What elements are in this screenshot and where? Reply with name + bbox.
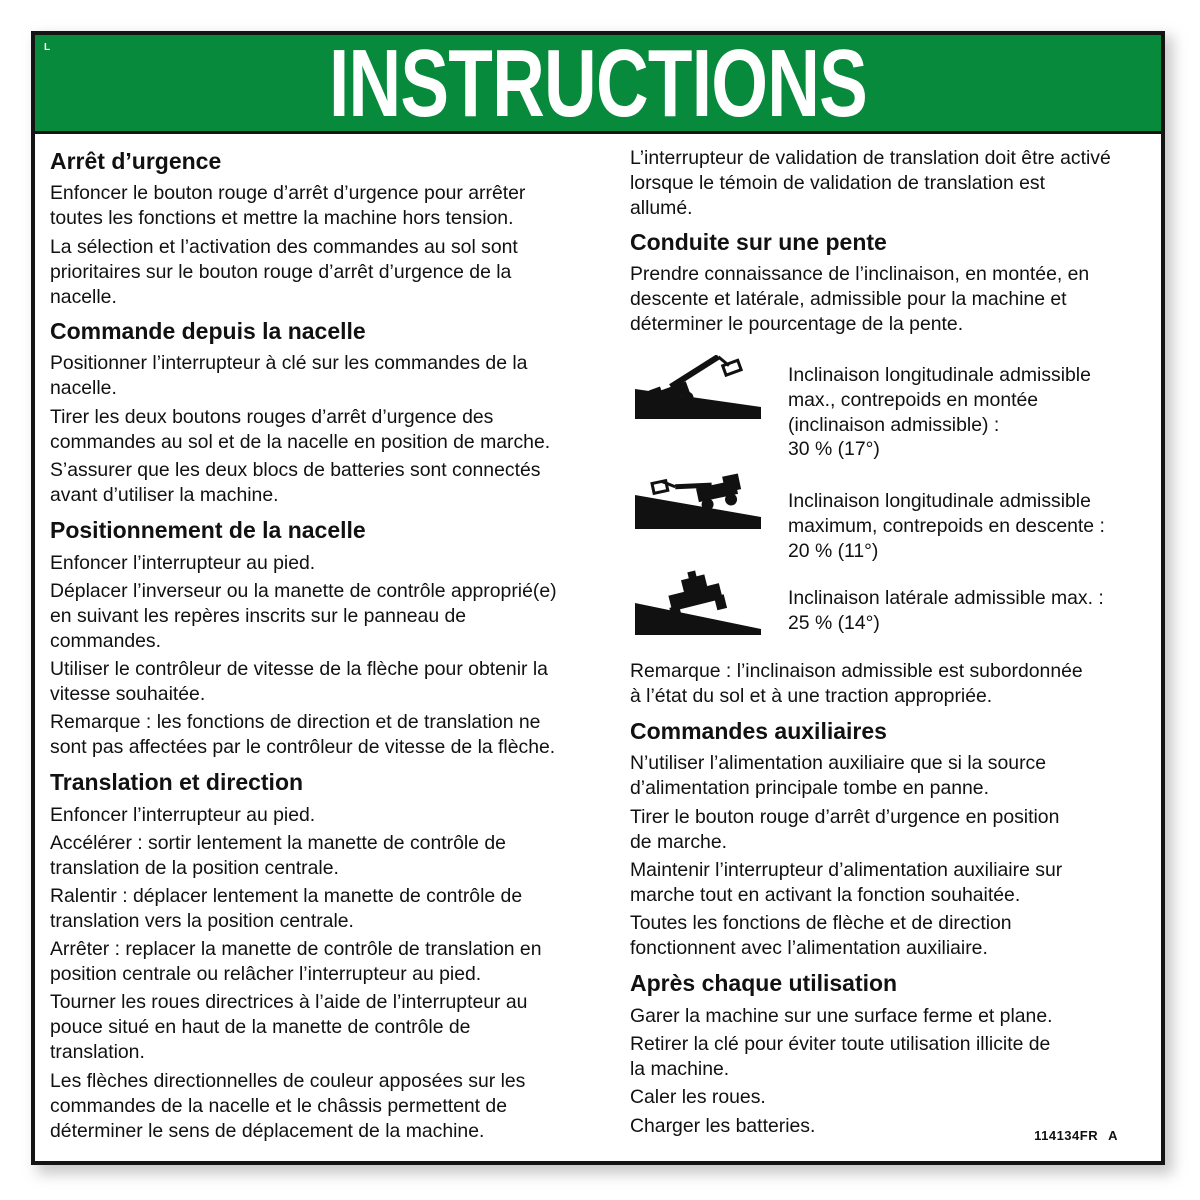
section-heading-platform-control: Commande depuis la nacelle [50,318,366,344]
text-line: Enfoncer le bouton rouge d’arrêt d’urgence pour arrêter [50,182,526,204]
text-line: translation. [50,1040,145,1063]
text-line: Garer la machine sur une surface ferme et plane. [630,1005,1053,1027]
text-line: Positionner l’interrupteur à clé sur les commandes de la [50,352,528,374]
paragraph [630,1114,815,1139]
text-line: Tourner les roues directrices à l’aide de l’interrupteur au [50,991,528,1013]
text-line: Les flèches directionnelles de couleur apposées sur les [50,1070,526,1092]
paragraph [50,235,518,309]
text-line: prioritaires sur le bouton rouge d’arrêt d’urgence de la [50,260,512,283]
paragraph [630,751,1046,801]
boom-lift-counterweight-uphill-icon [635,355,761,423]
part-number-label [1034,1128,1118,1143]
paragraph [50,1069,525,1143]
header-banner [35,31,1161,137]
text-line: descente et latérale, admissible pour la machine et [630,287,1067,310]
text-line: déterminer le pourcentage de la pente. [630,312,964,335]
text-line: position centrale ou relâcher l’interrupteur au pied. [50,962,482,985]
text-line: Enfoncer l’interrupteur au pied. [50,804,316,826]
paragraph [788,586,1104,636]
paragraph [630,659,1083,709]
text-line: Inclinaison latérale admissible max. : [788,587,1104,609]
paragraph [50,657,548,707]
text-line: Prendre connaissance de l’inclinaison, en montée, en [630,263,1090,285]
paragraph [788,489,1105,563]
text-line: allumé. [630,196,693,219]
text-line: de marche. [630,830,728,853]
paragraph [630,805,1059,855]
revision-letter: A [1108,1128,1118,1143]
text-line: lorsque le témoin de validation de translation est [630,171,1045,194]
text-line: (inclinaison admissible) : [788,413,1000,436]
text-line: Inclinaison longitudinale admissible [788,490,1091,512]
text-line: commandes. [50,629,162,652]
text-line: nacelle. [50,285,117,308]
paragraph [50,803,315,828]
section-heading-after-each-use: Après chaque utilisation [630,970,898,996]
paragraph [630,858,1062,908]
text-line: L’interrupteur de validation de translation doit être activé [630,147,1111,169]
part-number: 114134FR [1034,1128,1099,1143]
text-line: avant d’utiliser la machine. [50,483,279,506]
page-title: INSTRUCTIONS [328,31,868,137]
paragraph [630,262,1089,336]
text-line: Inclinaison longitudinale admissible [788,364,1091,386]
text-line: Toutes les fonctions de flèche et de direction [630,912,1012,934]
paragraph [50,458,540,508]
paragraph [50,579,557,653]
text-line: Tirer le bouton rouge d’arrêt d’urgence en position [630,806,1060,828]
text-line: Remarque : les fonctions de direction et de translation ne [50,711,541,733]
text-line: nacelle. [50,376,117,399]
text-line: déterminer le sens de déplacement de la machine. [50,1119,485,1142]
text-line: sont pas affectées par le contrôleur de vitesse de la flèche. [50,735,556,758]
text-line: commandes au sol et de la nacelle en position de marche. [50,430,551,453]
section-heading-emergency-stop: Arrêt d’urgence [50,148,222,174]
boom-lift-counterweight-downhill-icon [635,473,761,533]
text-line: max., contrepoids en montée [788,388,1039,411]
text-line: toutes les fonctions et mettre la machine hors tension. [50,206,514,229]
text-line: en suivant les repères inscrits sur le panneau de [50,604,467,627]
paragraph [50,181,525,231]
section-heading-auxiliary-controls: Commandes auxiliaires [630,718,887,744]
text-line: Maintenir l’interrupteur d’alimentation auxiliaire sur [630,859,1063,881]
text-line: Tirer les deux boutons rouges d’arrêt d’urgence des [50,406,494,428]
paragraph [630,1004,1053,1029]
paragraph [50,990,527,1064]
text-line: pouce situé en haut de la manette de contrôle de [50,1015,471,1038]
paragraph [788,363,1091,462]
text-line: fonctionnent avec l’alimentation auxiliaire. [630,936,988,959]
paragraph [50,551,315,576]
text-line: Charger les batteries. [630,1115,816,1137]
paragraph [50,405,550,455]
text-line: commandes de la nacelle et le châssis permettent de [50,1094,508,1117]
text-line: Accélérer : sortir lentement la manette de contrôle de [50,832,506,854]
paragraph [630,146,1111,220]
text-line: Remarque : l’inclinaison admissible est subordonnée [630,660,1083,682]
text-line: Retirer la clé pour éviter toute utilisation illicite de [630,1033,1051,1055]
text-line: à l’état du sol et à une traction appropriée. [630,684,993,707]
text-line: Déplacer l’inverseur ou la manette de contrôle approprié(e) [50,580,557,602]
text-line: Enfoncer l’interrupteur au pied. [50,552,316,574]
text-line: la machine. [630,1057,730,1080]
text-line: marche tout en activant la fonction souhaitée. [630,883,1021,906]
text-line: S’assurer que les deux blocs de batteries sont connectés [50,459,541,481]
text-line: d’alimentation principale tombe en panne. [630,776,989,799]
corner-mark: L [44,42,51,53]
paragraph [630,911,1012,961]
text-line: Caler les roues. [630,1086,766,1108]
paragraph [50,831,506,881]
text-line: N’utiliser l’alimentation auxiliaire que si la source [630,752,1047,774]
instruction-decal [31,31,1165,1165]
text-line: vitesse souhaitée. [50,682,206,705]
boom-lift-side-slope-icon [635,569,761,639]
text-line: Arrêter : replacer la manette de contrôle de translation en [50,938,542,960]
text-line: Utiliser le contrôleur de vitesse de la flèche pour obtenir la [50,658,548,680]
paragraph [630,1085,766,1110]
paragraph [50,351,527,401]
section-heading-drive-steer: Translation et direction [50,769,304,795]
paragraph [630,1032,1050,1082]
text-line: translation vers la position centrale. [50,909,354,932]
text-line: 25 % (14°) [788,611,880,634]
paragraph [50,937,542,987]
paragraph [50,710,555,760]
paragraph [50,884,522,934]
text-line: 30 % (17°) [788,438,880,461]
section-heading-platform-positioning: Positionnement de la nacelle [50,517,366,543]
text-line: La sélection et l’activation des commandes au sol sont [50,236,518,258]
text-line: 20 % (11°) [788,539,879,562]
section-heading-slope-driving: Conduite sur une pente [630,229,887,255]
text-line: translation de la position centrale. [50,856,339,879]
text-line: maximum, contrepoids en descente : [788,514,1105,537]
text-line: Ralentir : déplacer lentement la manette de contrôle de [50,885,523,907]
